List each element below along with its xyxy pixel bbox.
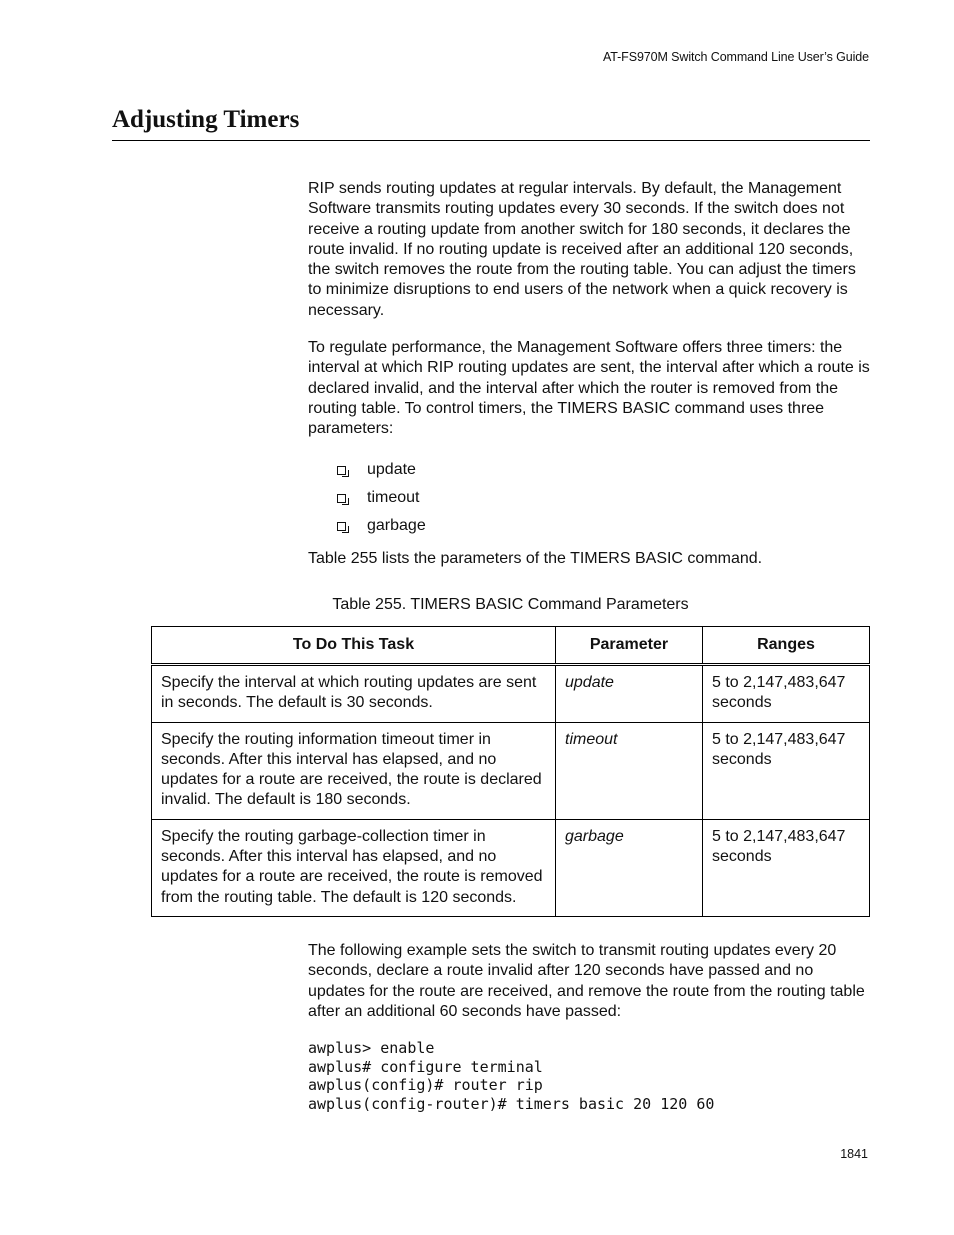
section-title: Adjusting Timers [112, 106, 300, 133]
list-item [334, 512, 426, 540]
list-item [334, 456, 426, 484]
table-row [152, 722, 870, 819]
code-example [308, 1039, 714, 1114]
running-header: AT-FS970M Switch Command Line User’s Guide [602, 50, 869, 64]
list-item-label: timeout [367, 489, 420, 506]
parameter-cell: garbage [556, 819, 703, 916]
task-cell: Specify the interval at which routing updates are sent in seconds. The default is 30 seconds. [152, 665, 556, 723]
range-cell: 5 to 2,147,483,647 seconds [703, 819, 870, 916]
checkbox-bullet-icon [337, 494, 346, 503]
parameter-cell: timeout [556, 722, 703, 819]
list-item [334, 484, 426, 512]
table-reference-paragraph [308, 549, 870, 569]
paragraph-text: To regulate performance, the Management Software offers three timers: the interval at which RIP routing updates are sent, the interval after which a route is declared invalid, and the interval after which the router is removed from the routing table. To control timers, the TIMERS BASIC command uses three parameters: [308, 339, 870, 438]
checkbox-bullet-icon [337, 466, 346, 475]
list-item-label: update [367, 461, 416, 478]
parameter-bullet-list [334, 456, 426, 540]
checkbox-bullet-icon [337, 522, 346, 531]
table-caption: Table 255. TIMERS BASIC Command Parameters [332, 596, 689, 613]
title-divider [112, 140, 870, 141]
intro-paragraph [308, 179, 870, 321]
table-header-row [152, 627, 870, 665]
table-row [152, 665, 870, 723]
column-header-parameter: Parameter [556, 627, 703, 665]
range-cell: 5 to 2,147,483,647 seconds [703, 722, 870, 819]
column-header-task: To Do This Task [152, 627, 556, 665]
paragraph-text: The following example sets the switch to transmit routing updates every 20 seconds, declare a route invalid after 120 seconds have passed and no updates for the route are received, and remove the route from the routing table after an additional 60 seconds have passed: [308, 942, 865, 1020]
code-line: awplus(config-router)# timers basic 20 120 60 [308, 1095, 715, 1114]
range-cell: 5 to 2,147,483,647 seconds [703, 665, 870, 723]
task-cell: Specify the routing garbage-collection timer in seconds. After this interval has elapsed, and no updates for a route are received, the route is removed from the routing table. The default is 120 seconds. [152, 819, 556, 916]
table-row [152, 819, 870, 916]
code-line: awplus# configure terminal [308, 1057, 543, 1076]
parameters-table [151, 626, 870, 917]
paragraph-text: RIP sends routing updates at regular intervals. By default, the Management Software transmits routing updates every 30 seconds. If the switch does not receive a routing update from another switch for 180 seconds, it declares the route invalid. If no routing update is received after an additional 120 seconds, the switch removes the route from the routing table. You can adjust the timers to minimize disruptions to end users of the network when a quick recovery is necessary. [308, 180, 856, 319]
code-line: awplus(config)# router rip [308, 1076, 543, 1095]
list-item-label: garbage [367, 517, 426, 534]
page-number: 1841 [840, 1147, 868, 1161]
example-paragraph [308, 941, 870, 1022]
timers-paragraph [308, 338, 870, 439]
column-header-ranges: Ranges [703, 627, 870, 665]
task-cell: Specify the routing information timeout timer in seconds. After this interval has elapsed, and no updates for a route are received, the route is declared invalid. The default is 180 seconds. [152, 722, 556, 819]
parameter-cell: update [556, 665, 703, 723]
code-line: awplus> enable [308, 1039, 435, 1057]
paragraph-text: Table 255 lists the parameters of the TIMERS BASIC command. [308, 550, 763, 567]
